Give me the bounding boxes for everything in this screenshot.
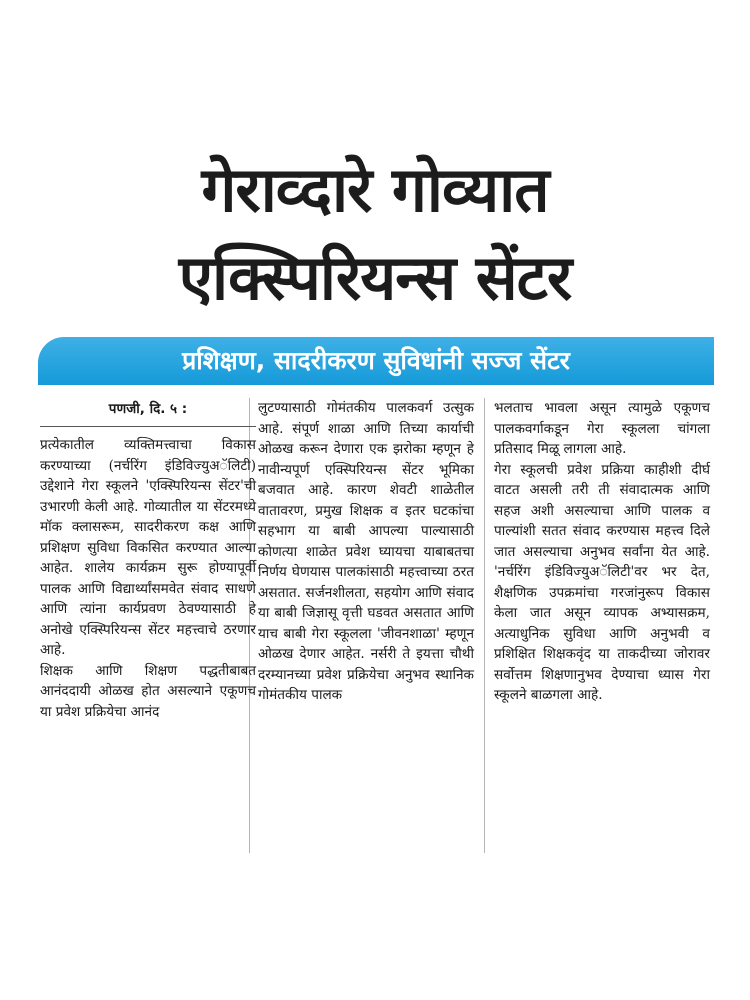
subheadline-band [38,337,714,385]
article-column-3 [494,398,710,706]
headline-line-2: एक्स्पिरियन्स सेंटर [178,241,572,314]
paragraph: प्रत्येकातील व्यक्तिमत्त्वाचा विकास करण्याच्या (नर्चरिंग इंडिविज्युअॅलिटी) उद्देशाने गेरा स्कूलने 'एक्स्पिरियन्स सेंटर'ची उभारणी केली आहे. गोव्यातील या सेंटरमध्ये मॉक क्लासरूम, सादरीकरण कक्ष आणि प्रशिक्षण सुविधा विकसित करण्यात आल्या आहेत. शालेय कार्यक्रम सुरू होण्यापूर्वी पालक आणि विद्यार्थ्यांसमवेत संवाद साधणे आणि त्यांना कार्यप्रवण ठेवण्यासाठी हे अनोखे एक्स्पिरियन्स सेंटर महत्त्वाचे ठरणार आहे. [40,437,256,658]
paragraph: गेरा स्कूलची प्रवेश प्रक्रिया काहीशी दीर्घ वाटत असली तरी ती संवादात्मक आणि सहज अशी असल्याचा आणि पालक व पाल्यांशी सतत संवाद करण्यास महत्त्व दिले जात असल्याचा अनुभव सर्वांना येत आहे. 'नर्चरिंग इंडिविज्युअॅलिटी'वर भर देत, शैक्षणिक उपक्रमांचा गरजांनुरूप विकास केला जात असून व्यापक अभ्यासक्रम, अत्याधुनिक सुविधा आणि अनुभवी व प्रशिक्षित शिक्षकवृंद या ताकदीच्या जोरावर सर्वोत्तम शिक्षणानुभव देण्याचा ध्यास गेरा स्कूलने बाळगला आहे. [494,461,710,703]
subheadline: प्रशिक्षण, सादरीकरण सुविधांनी सज्ज सेंटर [182,346,570,375]
headline-line-1: गेराव्दारे गोव्यात [201,153,549,226]
article-column-1 [40,398,256,722]
paragraph: लुटण्यासाठी गोमंतकीय पालकवर्ग उत्सुक आहे. संपूर्ण शाळा आणि तिच्या कार्याची ओळख करून देणारा एक झरोका म्हणून हे नावीन्यपूर्ण एक्स्पिरियन्स सेंटर भूमिका बजवात आहे. कारण शेवटी शाळेतील वातावरण, प्रमुख शिक्षक व इतर घटकांचा सहभाग या बाबी आपल्या पाल्यासाठी कोणत्या शाळेत प्रवेश घ्यायचा याबाबतचा निर्णय घेणयास पालकांसाठी महत्त्वाच्या ठरत असतात. सर्जनशीलता, सहयोग आणि संवाद या बाबी जिज्ञासू वृत्ती घडवत असतात आणि याच बाबी गेरा स्कूलला 'जीवनशाळा' म्हणून ओळख देणार आहेत. नर्सरी ते इयत्ता चौथी दरम्यानच्या प्रवेश प्रक्रियेचा अनुभव स्थानिक गोमंतकीय पालक [258,400,474,703]
column-divider [484,398,485,853]
paragraph: शिक्षक आणि शिक्षण पद्धतीबाबत आनंददायी ओळख होत असल्याने एकूणच या प्रवेश प्रक्रियेचा आनंद [40,662,256,720]
paragraph: भलताच भावला असून त्यामुळे एकूणच पालकवर्गाकडून गेरा स्कूलला चांगला प्रतिसाद मिळू लागला आहे. [494,400,710,457]
dateline: पणजी, दि. ५ : [108,401,188,417]
article-column-2 [258,398,474,706]
dateline-rule [40,426,256,427]
